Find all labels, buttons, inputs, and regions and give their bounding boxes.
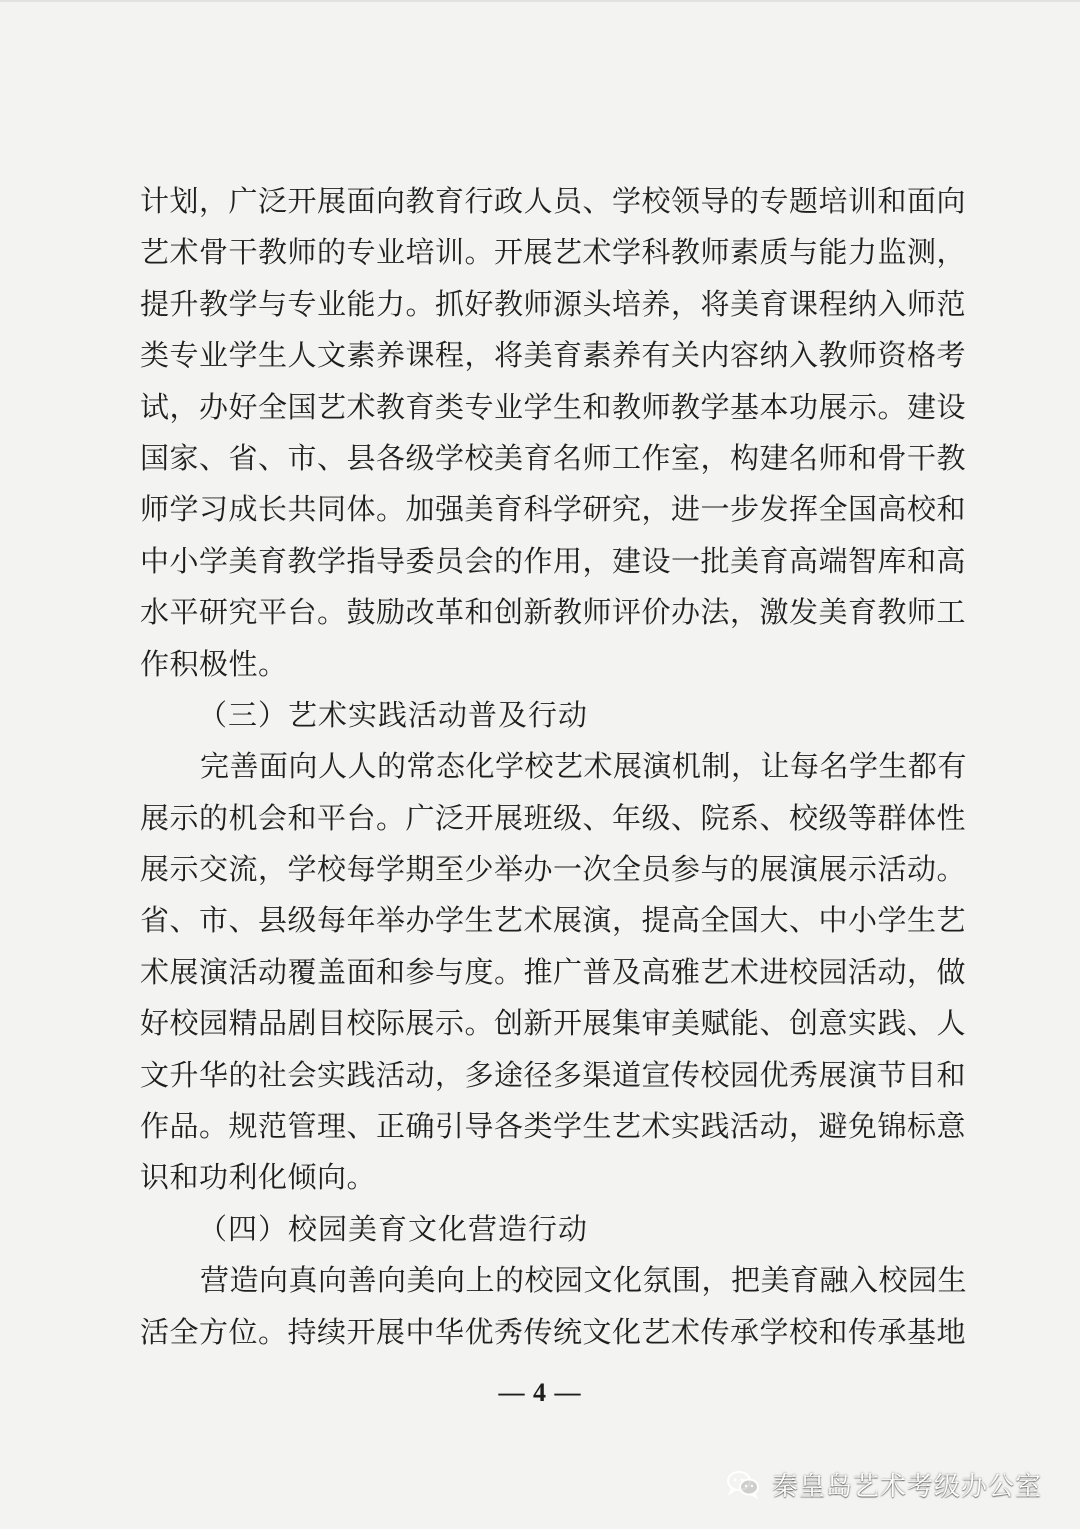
text-line: 提升教学与专业能力。抓好教师源头培养，将美育课程纳入师范 [140, 286, 967, 321]
text-line: 文升华的社会实践活动，多途径多渠道宣传校园优秀展演节目和 [140, 1057, 967, 1092]
section-4 [140, 1255, 968, 1358]
text-line: 水平研究平台。鼓励改革和创新教师评价办法，激发美育教师工 [140, 595, 967, 630]
text-line: 计划，广泛开展面向教育行政人员、学校领导的专题培训和面向 [140, 184, 967, 218]
wechat-icon [726, 1469, 760, 1499]
text-line: 试，办好全国艺术教育类专业学生和教师教学基本功展示。建设 [140, 389, 967, 424]
text-line: 作积极性。 [140, 646, 288, 681]
text-line: 省、市、县级每年举办学生艺术展演，提高全国大、中小学生艺 [140, 903, 967, 938]
text-line: 国家、省、市、县各级学校美育名师工作室，构建名师和骨干教 [140, 440, 967, 475]
section-3 [140, 741, 968, 1204]
section-heading-3: （三）艺术实践活动普及行动 [198, 697, 589, 732]
text-line: 营造向真向善向美向上的校园文化氛围，把美育融入校园生 [200, 1263, 968, 1298]
watermark-text: 秦皇岛艺术考级办公室 [771, 1471, 1042, 1502]
page-number: — 4 — [498, 1378, 582, 1407]
text-line: 展示交流，学校每学期至少举办一次全员参与的展演展示活动。 [140, 852, 967, 887]
text-line: 师学习成长共同体。加强美育科学研究，进一步发挥全国高校和 [140, 492, 967, 527]
text-line: 艺术骨干教师的专业培训。开展艺术学科教师素质与能力监测， [140, 235, 967, 270]
text-line: 作品。规范管理、正确引导各类学生艺术实践活动，避免锦标意 [140, 1109, 967, 1144]
text-line: 完善面向人人的常态化学校艺术展演机制，让每名学生都有 [200, 749, 968, 784]
text-line: 类专业学生人文素养课程，将美育素养有关内容纳入教师资格考 [140, 338, 967, 373]
text-line: 识和功利化倾向。 [140, 1160, 377, 1195]
watermark [726, 1466, 1042, 1502]
text-line: 中小学美育教学指导委员会的作用，建设一批美育高端智库和高 [140, 543, 967, 578]
text-line: 术展演活动覆盖面和参与度。推广普及高雅艺术进校园活动，做 [140, 954, 967, 989]
section-heading-4: （四）校园美育文化营造行动 [198, 1211, 589, 1246]
text-line: 活全方位。持续开展中华优秀传统文化艺术传承学校和传承基地 [140, 1314, 967, 1349]
document-body [140, 176, 968, 1358]
text-line: 展示的机会和平台。广泛开展班级、年级、院系、校级等群体性 [140, 800, 967, 835]
section-2-tail [140, 176, 967, 690]
text-line: 好校园精品剧目校际展示。创新开展集审美赋能、创意实践、人 [140, 1006, 967, 1041]
